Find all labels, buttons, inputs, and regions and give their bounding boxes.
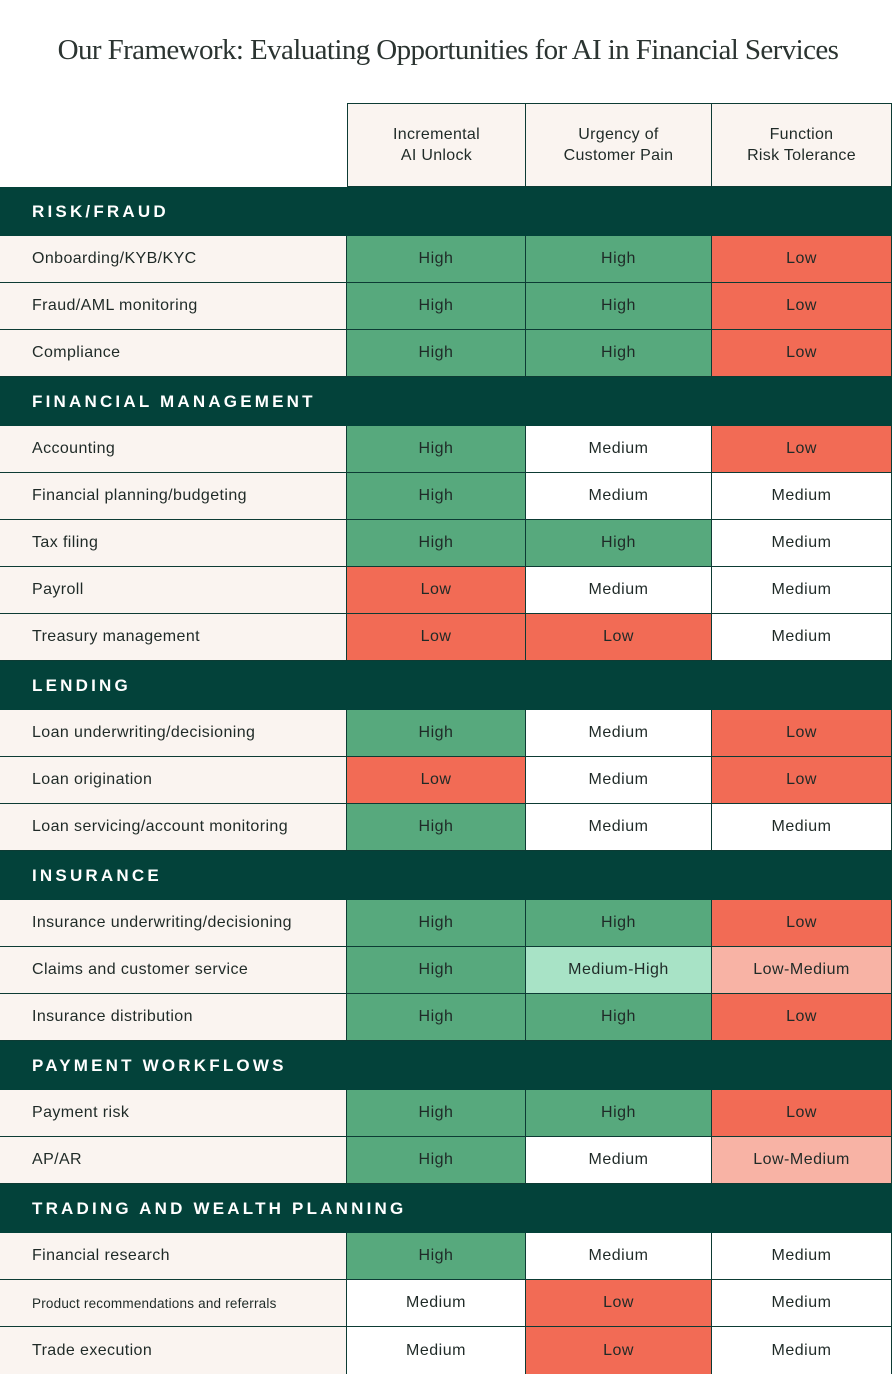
row-label-treasury-management: Treasury management [0,614,347,661]
rating-cell: Low [347,757,526,804]
rating-cell: Low [712,330,892,377]
row-label-loan-origination: Loan origination [0,757,347,804]
rating-cell: Medium [526,757,712,804]
rating-cell: Medium [712,1327,892,1374]
column-header-incremental-ai-unlock: Incremental AI Unlock [347,103,526,187]
row-label-onboarding-kyb-kyc: Onboarding/KYB/KYC [0,236,347,283]
row-label-financial-research: Financial research [0,1233,347,1280]
rating-cell: High [347,1090,526,1137]
rating-cell: High [347,1233,526,1280]
rating-cell: High [526,283,712,330]
row-label-compliance: Compliance [0,330,347,377]
rating-cell: Medium [526,710,712,757]
rating-cell: Low [712,994,892,1041]
rating-cell: Medium [526,426,712,473]
rating-cell: Medium [712,567,892,614]
rating-cell: High [347,900,526,947]
row-label-ap-ar: AP/AR [0,1137,347,1184]
rating-cell: High [347,947,526,994]
section-header-payment-workflows: PAYMENT WORKFLOWS [0,1041,892,1090]
framework-table [0,103,892,1374]
rating-cell: Low [526,1280,712,1327]
row-label-fraud-aml-monitoring: Fraud/AML monitoring [0,283,347,330]
rating-cell: High [526,236,712,283]
row-label-loan-servicing-account-monitoring: Loan servicing/account monitoring [0,804,347,851]
section-header-financial-management: FINANCIAL MANAGEMENT [0,377,892,426]
rating-cell: Medium [712,614,892,661]
rating-cell: Medium [712,1233,892,1280]
rating-cell: High [347,236,526,283]
rating-cell: Low [347,614,526,661]
rating-cell: High [347,1137,526,1184]
row-label-trade-execution: Trade execution [0,1327,347,1374]
rating-cell: Low [712,283,892,330]
section-header-insurance: INSURANCE [0,851,892,900]
rating-cell: Medium [526,804,712,851]
row-label-payment-risk: Payment risk [0,1090,347,1137]
row-label-claims-and-customer-service: Claims and customer service [0,947,347,994]
row-label-product-recommendations-and-referrals: Product recommendations and referrals [0,1280,347,1327]
rating-cell: Medium [347,1280,526,1327]
rating-cell: Low [712,236,892,283]
rating-cell: Medium [712,1280,892,1327]
rating-cell: High [526,330,712,377]
rating-cell: Medium [712,520,892,567]
section-header-risk-fraud: RISK/FRAUD [0,187,892,236]
rating-cell: Medium [526,1233,712,1280]
rating-cell: High [526,900,712,947]
header-blank-cell [0,103,347,187]
rating-cell: Low [526,1327,712,1374]
rating-cell: Low [712,710,892,757]
column-header-urgency-of-customer-pain: Urgency of Customer Pain [526,103,712,187]
rating-cell: Low [712,757,892,804]
rating-cell: High [347,283,526,330]
row-label-payroll: Payroll [0,567,347,614]
row-label-loan-underwriting-decisioning: Loan underwriting/decisioning [0,710,347,757]
rating-cell: High [347,710,526,757]
rating-cell: Low-Medium [712,947,892,994]
rating-cell: Low [712,900,892,947]
rating-cell: Low [712,426,892,473]
rating-cell: High [526,994,712,1041]
row-label-tax-filing: Tax filing [0,520,347,567]
rating-cell: Medium [526,473,712,520]
section-header-lending: LENDING [0,661,892,710]
row-label-insurance-underwriting-decisioning: Insurance underwriting/decisioning [0,900,347,947]
rating-cell: Medium [712,804,892,851]
rating-cell: Low [712,1090,892,1137]
rating-cell: High [526,1090,712,1137]
row-label-financial-planning-budgeting: Financial planning/budgeting [0,473,347,520]
row-label-insurance-distribution: Insurance distribution [0,994,347,1041]
rating-cell: Low-Medium [712,1137,892,1184]
rating-cell: High [347,994,526,1041]
section-header-trading-and-wealth-planning: TRADING AND WEALTH PLANNING [0,1184,892,1233]
rating-cell: Low [347,567,526,614]
rating-cell: Low [526,614,712,661]
rating-cell: High [526,520,712,567]
page-title: Our Framework: Evaluating Opportunities for AI in Financial Services [57,34,839,66]
rating-cell: Medium [526,567,712,614]
rating-cell: High [347,520,526,567]
rating-cell: High [347,330,526,377]
rating-cell: High [347,426,526,473]
rating-cell: High [347,473,526,520]
rating-cell: High [347,804,526,851]
row-label-accounting: Accounting [0,426,347,473]
rating-cell: Medium [347,1327,526,1374]
rating-cell: Medium-High [526,947,712,994]
rating-cell: Medium [526,1137,712,1184]
rating-cell: Medium [712,473,892,520]
column-header-function-risk-tolerance: Function Risk Tolerance [712,103,892,187]
